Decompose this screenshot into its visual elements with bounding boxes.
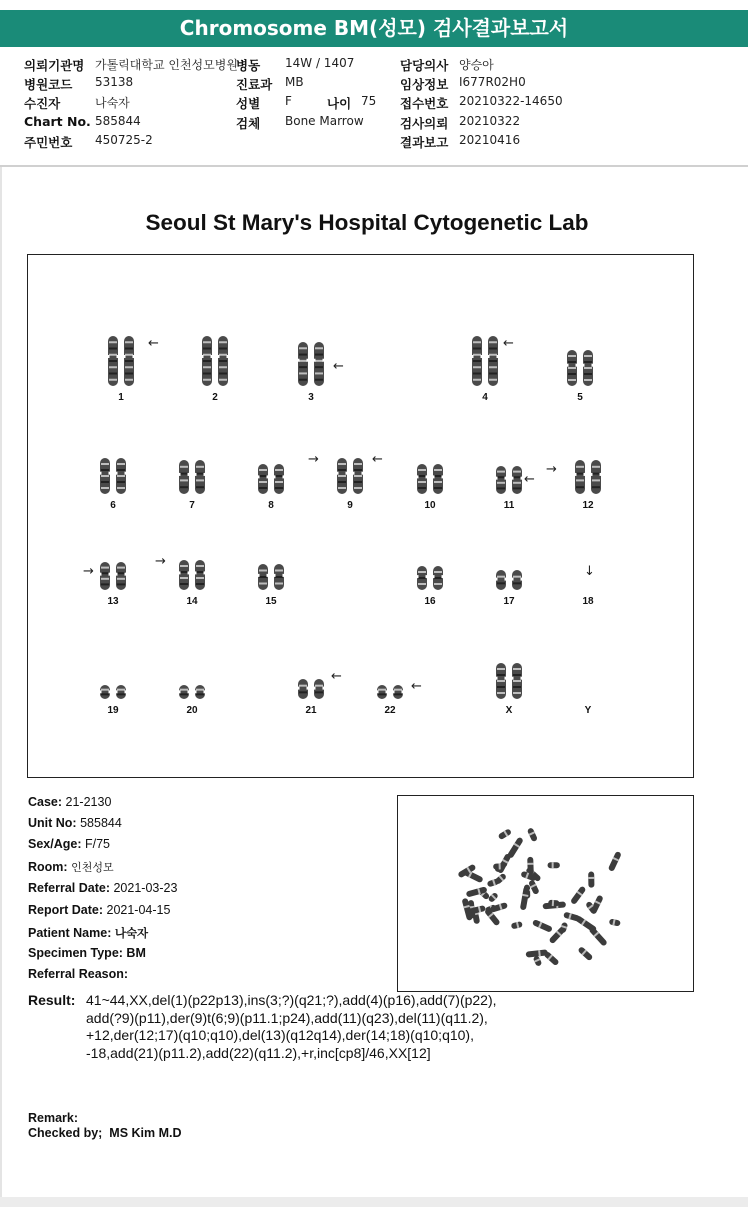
arrow-icon: ← [411, 679, 422, 694]
chromosome-label: 16 [424, 596, 436, 607]
header-value: 75 [361, 94, 377, 108]
arrow-icon: ← [331, 669, 342, 684]
header-label: Chart No. [24, 114, 91, 129]
chromosome-label: 15 [265, 596, 277, 607]
chromosome-label: 19 [107, 705, 119, 716]
room-line [28, 859, 114, 877]
arrow-icon: → [308, 452, 319, 467]
chromosome-4 [472, 336, 498, 403]
arrow-icon: ← [148, 336, 159, 351]
chromosome-label: 21 [305, 705, 317, 716]
header-value: 450725-2 [95, 133, 153, 147]
specimen-type-value: BM [126, 946, 146, 960]
checked-by-value: MS Kim M.D [109, 1126, 182, 1140]
header-value: 20210322 [459, 114, 521, 128]
karyotype-image [27, 254, 694, 778]
metaphase-chromosome [563, 912, 580, 922]
chromosome-label: 1 [118, 392, 124, 403]
page-bottom-band [0, 1197, 748, 1207]
chromosome-label: 18 [582, 596, 594, 607]
chromosome-12 [575, 460, 601, 511]
room-value: 인천성모 [71, 861, 114, 874]
chromosome-13 [100, 562, 126, 607]
sex-age-value: F/75 [84, 837, 110, 851]
metaphase-chromosome [588, 871, 594, 887]
chromosome-label: 3 [308, 392, 314, 403]
result-line: 41~44,XX,del(1)(p22p13),ins(3;?)(q21;?),add(4)(p16),add(7)(p22), [86, 992, 497, 1008]
report-date-value: 2021-04-15 [106, 903, 171, 917]
arrow-icon: ← [333, 359, 344, 374]
metaphase-chromosome [609, 918, 621, 926]
result-label: Result: [28, 992, 76, 1008]
header-label: 주민번호 [24, 135, 73, 150]
chromosome-8 [258, 464, 284, 511]
chromosome-17 [496, 570, 522, 607]
header-label: 검사의뢰 [400, 116, 449, 131]
chromosome-20 [179, 685, 205, 716]
room-label: Room: [28, 860, 68, 874]
header-label: 진료과 [236, 77, 273, 92]
header-label: 임상정보 [400, 77, 449, 92]
chromosome-label: 5 [577, 392, 583, 403]
case-value: 21-2130 [65, 795, 112, 809]
remark-label: Remark: [28, 1111, 79, 1125]
header-value: 53138 [95, 75, 134, 89]
metaphase-chromosome [570, 885, 587, 905]
header-value: 나숙자 [95, 96, 130, 110]
chromosome-label: 11 [503, 500, 515, 511]
specimen-type-line [28, 946, 146, 964]
chromosome-label: 20 [186, 705, 198, 716]
unit-no-label: Unit No: [28, 816, 77, 830]
metaphase-chromosome [487, 892, 498, 903]
chromosome-19 [100, 685, 126, 716]
header-label: 결과보고 [400, 135, 449, 150]
header-value: MB [285, 75, 304, 89]
chromosome-label: 14 [186, 596, 198, 607]
header-label: 의뢰기관명 [24, 58, 85, 73]
arrow-icon: ← [372, 452, 383, 467]
arrow-icon: ↓ [584, 564, 595, 579]
page-edge [0, 167, 2, 1197]
metaphase-chromosome [588, 926, 608, 947]
metaphase-chromosome [498, 828, 512, 840]
header-label: 접수번호 [400, 96, 449, 111]
referral-reason-line [28, 967, 128, 985]
chromosome-22 [377, 685, 403, 716]
referral-date-value: 2021-03-23 [113, 881, 178, 895]
chromosome-Y [585, 705, 592, 716]
result-line: -18,add(21)(p11.2),add(22)(q11.2),+r,inc[cp8]/46,XX[12] [86, 1044, 431, 1061]
chromosome-18 [582, 596, 594, 607]
chromosome-label: 10 [424, 500, 436, 511]
chromosome-1 [108, 336, 134, 403]
arrow-icon: → [546, 462, 557, 477]
case-line [28, 795, 111, 813]
specimen-type-label: Specimen Type: [28, 946, 123, 960]
chromosome-11 [496, 466, 522, 511]
header-row-1 [0, 56, 748, 74]
patient-name-label: Patient Name: [28, 926, 112, 940]
header-value: 585844 [95, 114, 141, 128]
chromosome-label: 9 [347, 500, 353, 511]
metaphase-chromosome [493, 863, 504, 869]
metaphase-chromosome [527, 827, 538, 842]
chromosome-9 [337, 458, 363, 511]
checked-by-label: Checked by; [28, 1126, 103, 1140]
arrow-icon: → [83, 564, 94, 579]
header-value: 양승아 [459, 58, 494, 72]
header-row-5 [0, 133, 748, 151]
header-value: 14W / 1407 [285, 56, 355, 70]
header-value: I677R02H0 [459, 75, 526, 89]
chromosome-X [496, 663, 522, 716]
header-value: 가톨릭대학교 인천성모병원 [95, 58, 238, 72]
chromosome-21 [298, 679, 324, 716]
patient-name-line [28, 925, 148, 943]
chromosome-3 [298, 342, 324, 403]
chromosome-label: 6 [110, 500, 116, 511]
arrow-icon: ← [524, 472, 535, 487]
header-label: 병동 [236, 58, 261, 73]
sex-age-line [28, 837, 110, 855]
chromosome-15 [258, 564, 284, 607]
chromosome-14 [179, 560, 205, 607]
case-label: Case: [28, 795, 63, 809]
chromosome-10 [417, 464, 443, 511]
lab-title: Seoul St Mary's Hospital Cytogenetic Lab [145, 210, 589, 235]
referral-date-label: Referral Date: [28, 881, 110, 895]
chromosome-6 [100, 458, 126, 511]
metaphase-chromosome [548, 862, 560, 868]
arrow-icon: ← [503, 336, 514, 351]
report-date-label: Report Date: [28, 903, 104, 917]
header-label: 성별 [236, 96, 261, 111]
chromosome-2 [202, 336, 228, 403]
header-value: Bone Marrow [285, 114, 364, 128]
report-date-line [28, 903, 170, 921]
arrow-icon: → [155, 554, 166, 569]
chromosome-label: 13 [107, 596, 119, 607]
remark-section [28, 1111, 182, 1141]
header-value: F [285, 94, 292, 108]
chromosome-7 [179, 460, 205, 511]
metaphase-chromosome [548, 900, 560, 907]
metaphase-figure [398, 796, 693, 991]
metaphase-chromosome [527, 857, 534, 875]
header-value: 20210416 [459, 133, 521, 147]
result-line: add(?9)(p11),der(9)t(6;9)(p11.1;p24),add(11)(q23),del(11)(q11.2), [86, 1009, 488, 1026]
metaphase-chromosome [532, 919, 553, 933]
header-label: 담당의사 [400, 58, 449, 73]
chromosome-label: 2 [212, 392, 218, 403]
report-header [0, 50, 748, 162]
metaphase-chromosome [608, 851, 622, 872]
chromosome-16 [417, 566, 443, 607]
unit-no-line [28, 816, 122, 834]
chromosome-label: 8 [268, 500, 274, 511]
sex-age-label: Sex/Age: [28, 837, 82, 851]
chromosome-label: 4 [482, 392, 488, 403]
metaphase-chromosome [511, 921, 523, 929]
referral-date-line [28, 881, 177, 899]
metaphase-chromosome [507, 836, 524, 858]
chromosome-label: Y [584, 705, 592, 716]
chromosome-label: 12 [582, 500, 594, 511]
header-row-4 [0, 114, 748, 132]
header-row-2 [0, 75, 748, 93]
header-label: 수진자 [24, 96, 61, 111]
header-label: 병원코드 [24, 77, 73, 92]
header-value: 20210322-14650 [459, 94, 563, 108]
result-line: +12,der(12;17)(q10;q10),del(13)(q12q14),der(14;18)(q10;q10), [86, 1027, 474, 1043]
header-label: 검체 [236, 116, 261, 131]
header-label: 나이 [327, 96, 352, 111]
metaphase-chromosome [577, 946, 593, 961]
chromosome-label: 17 [503, 596, 515, 607]
header-divider [0, 165, 748, 167]
chromosome-label: 22 [384, 705, 396, 716]
metaphase-image [397, 795, 694, 992]
chromosome-5 [567, 350, 593, 403]
chromosome-label: 7 [189, 500, 195, 511]
checked-by-line [28, 1126, 182, 1141]
header-row-3 [0, 94, 748, 112]
chromosome-label: X [505, 705, 513, 716]
referral-reason-label: Referral Reason: [28, 967, 129, 981]
patient-name-value: 나숙자 [114, 926, 149, 940]
report-title: Chromosome BM(성모) 검사결과보고서 [0, 10, 748, 47]
karyotype-figure [28, 255, 693, 777]
metaphase-chromosome [533, 955, 543, 967]
unit-no-value: 585844 [80, 816, 122, 830]
metaphase-chromosome [490, 902, 509, 913]
result-text [86, 992, 586, 1062]
